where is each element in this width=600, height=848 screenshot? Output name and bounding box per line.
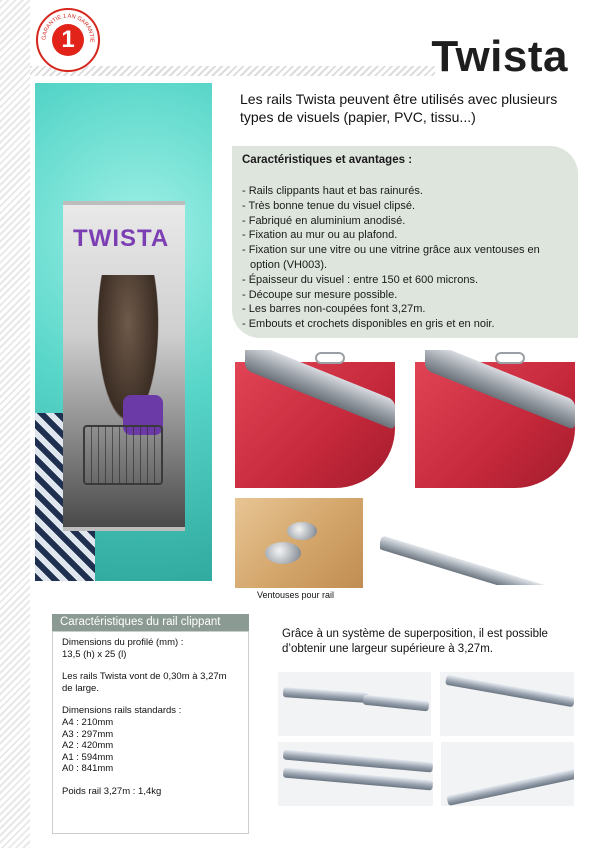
feature-item: - Fixation au mur ou au plafond. (242, 229, 398, 242)
spec-standard-label: Dimensions rails standards : (62, 705, 182, 717)
feature-item: - Très bonne tenue du visuel clipsé. (242, 199, 416, 212)
overlap-line: d’obtenir une largeur supérieure à 3,27m. (282, 643, 493, 655)
feature-item: - Découpe sur mesure possible. (242, 288, 398, 301)
intro-text: Les rails Twista peuvent être utilisés avec plusieurs types de visuels (papier, PVC, tissu...) (240, 91, 558, 125)
spec-standard-item: A3 : 297mm (62, 728, 114, 740)
suction-cup-icon (287, 522, 317, 540)
spec-weight: Poids rail 3,27m : 1,4kg (62, 785, 162, 797)
spec-range-line: Les rails Twista vont de 0,30m à 3,27m (62, 671, 227, 683)
svg-text:GARANTIE 1 AN GARANTIE: GARANTIE 1 AN GARANTIE (41, 13, 95, 43)
suction-caption: Ventouses pour rail (257, 590, 335, 600)
warranty-number: 1 (52, 24, 84, 56)
features-heading: Caractéristiques et avantages : (242, 154, 413, 166)
overlap-rail (363, 695, 430, 712)
overlap-rail (283, 687, 368, 703)
feature-item: - Fixation sur une vitre ou une vitrine grâce aux ventouses en (242, 244, 540, 257)
spec-range-line: de large. (62, 682, 99, 694)
hook-icon (315, 352, 345, 364)
spec-dim-label: Dimensions du profilé (mm) : (62, 637, 184, 648)
spec-standard-item: A2 : 420mm (62, 740, 114, 752)
page-title: Twista (431, 32, 568, 81)
feature-item: - Épaisseur du visuel : entre 150 et 600 microns. (242, 273, 479, 286)
overlap-rail (445, 675, 574, 707)
overlap-photo (278, 672, 431, 736)
spec-dim-value: 13,5 (h) x 25 (l) (62, 648, 127, 660)
hero-shopping-cart (83, 425, 163, 485)
suction-cups-photo (235, 498, 363, 588)
left-decorative-stripe (0, 0, 30, 848)
overlap-rail (446, 768, 574, 806)
features-list (242, 184, 568, 332)
spec-standard-item: A1 : 594mm (62, 751, 114, 763)
overlap-photo (278, 742, 433, 806)
long-rail (380, 535, 580, 585)
feature-item: - Rails clippants haut et bas rainurés. (242, 185, 423, 197)
suction-cup-icon (265, 542, 301, 564)
feature-item: - Embouts et crochets disponibles en gris et en noir. (242, 318, 495, 331)
hero-poster (63, 201, 185, 531)
features-box (232, 146, 578, 338)
feature-item: - Les barres non-coupées font 3,27m. (242, 303, 426, 316)
feature-item: - Fabriqué en aluminium anodisé. (242, 214, 406, 227)
specs-body (52, 631, 249, 834)
long-rail-photo (380, 505, 580, 585)
rail-photo-open (415, 350, 575, 488)
rail-photo-closed (235, 350, 395, 488)
feature-item: option (VH003). (250, 258, 328, 271)
warranty-badge-icon (36, 8, 100, 72)
hook-icon (495, 352, 525, 364)
overlap-rail (283, 767, 433, 790)
overlap-photo (440, 672, 574, 736)
hero-poster-title: TWISTA (73, 225, 170, 252)
spec-standard-item: A0 : 841mm (62, 763, 114, 775)
specs-header: Caractéristiques du rail clippant (52, 614, 249, 631)
hero-photo (35, 83, 212, 581)
overlap-photo (441, 742, 574, 806)
overlap-text (282, 627, 582, 657)
overlap-line: Grâce à un système de superposition, il est possible (282, 628, 548, 640)
spec-standard-item: A4 : 210mm (62, 716, 114, 728)
